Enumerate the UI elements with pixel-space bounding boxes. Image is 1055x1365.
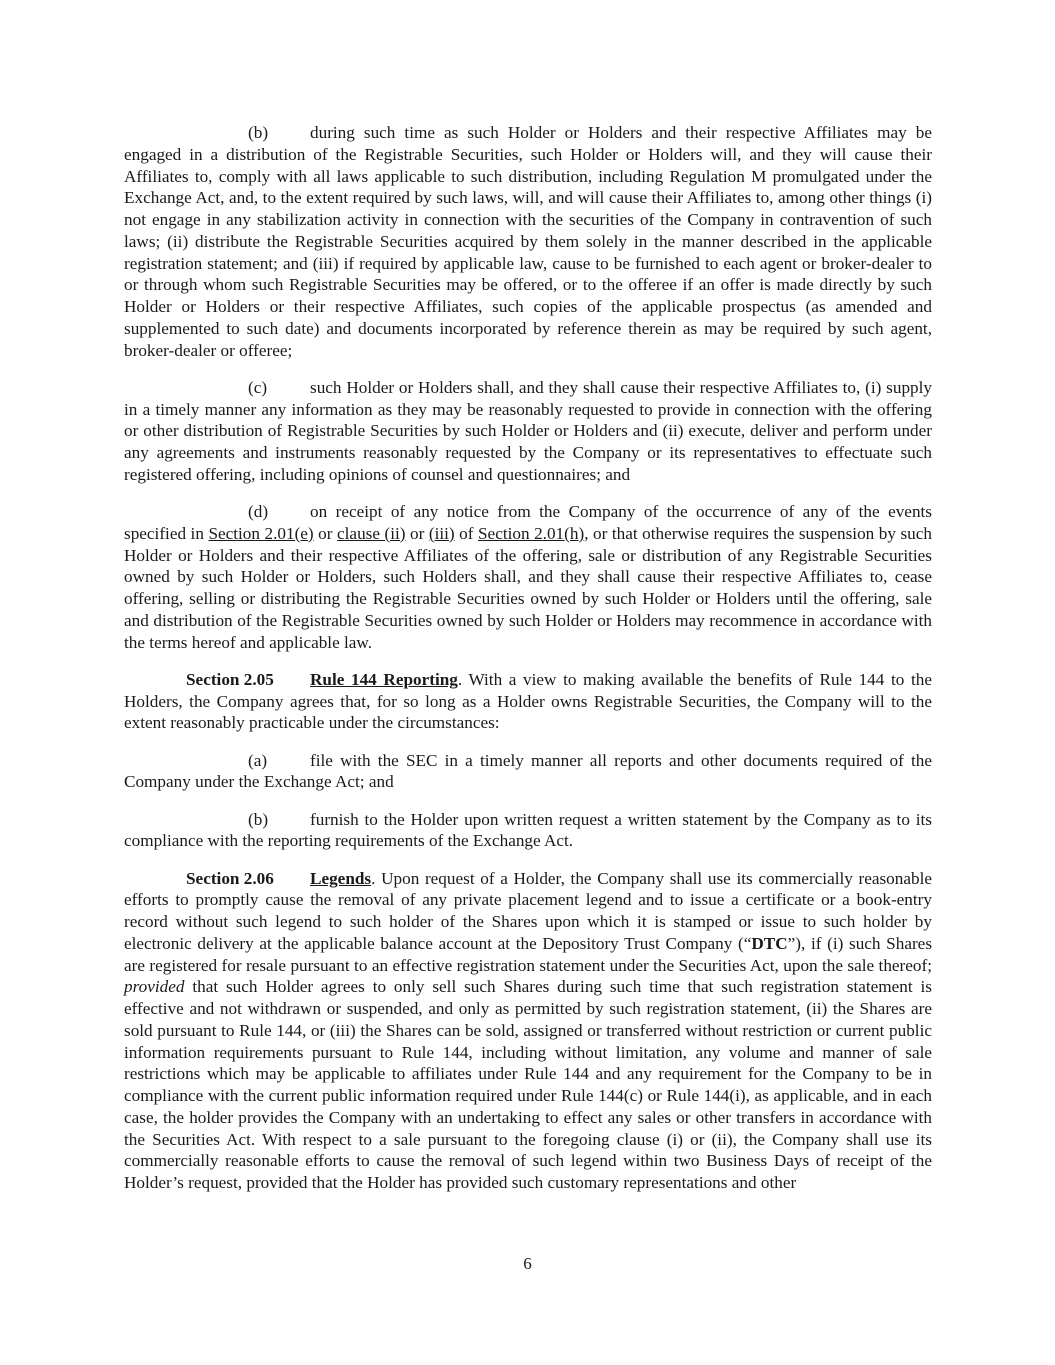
paragraph-label: (a) [248, 750, 268, 770]
paragraph-text: furnish to the Holder upon written request a written statement by the Company as to its compliance with the reporting requirements of the Exchange Act. [124, 809, 932, 851]
section-title: Legends [310, 868, 372, 888]
section-text: . Upon request of a Holder, the Company shall use its commercially reasonable efforts to promptly cause the removal of any private placement legend and to issue a certificate or a book-entry record without such legend to such holder of the Shares upon which it is stamped or issue to such holder by electronic delivery at the applicable balance account at the Depository Trust Company (“ [124, 868, 932, 953]
paragraph-label: (b) [248, 123, 269, 142]
paragraph-text: file with the SEC in a timely manner all reports and other documents required of the Company under the Exchange Act; and [124, 750, 932, 792]
cross-reference-section-2-01-e: Section 2.01(e) [208, 523, 314, 543]
cross-reference-clause-ii: clause (ii) [337, 523, 406, 543]
section-number: Section 2.06 [186, 868, 274, 888]
cross-reference-section-2-01-h: Section 2.01(h) [478, 523, 585, 543]
paragraph-text: such Holder or Holders shall, and they shall cause their respective Affiliates to, (i) supply in a timely manner any information as they may be reasonably requested to provide in connection with the offering or other distribution of Registrable Securities by such Holder or Holders and (ii) execute, deliver and perform under any agreements and instruments reasonably requested by the Company or its representatives to effectuate such registered offering, including opinions of counsel and questionnaires; and [124, 377, 932, 484]
defined-term-dtc: DTC [751, 933, 788, 953]
section-text: ”), if (i) such Shares are registered for resale pursuant to an effective registration statement under the Securities Act, upon the sale thereof; [124, 933, 933, 975]
section-2-05 [124, 669, 932, 734]
section-text: . With a view to making available the benefits of Rule 144 to the Holders, the Company agrees that, for so long as a Holder owns Registrable Securities, the Company will to the extent reasonably practicable under the circumstances: [124, 669, 932, 733]
paragraph-text: or [405, 523, 429, 543]
paragraph-label: (d) [248, 502, 269, 521]
paragraph-text: on receipt of any notice from the Company of the occurrence of any of the events specified in [124, 502, 932, 543]
section-title: Rule 144 Reporting [310, 669, 458, 689]
section-number: Section 2.05 [186, 669, 274, 689]
section-2-06 [124, 868, 932, 1194]
section-text: that such Holder agrees to only sell such Shares during such time that such registration statement is effective and not withdrawn or suspended, and only as permitted by such registration statement, (ii) the Shares are sold pursuant to Rule 144, or (iii) the Shares can be sold, assigned or transferred without restriction or current public information requirements pursuant to Rule 144, including without limitation, any volume and manner of sale restrictions which may be applicable to affiliates under Rule 144 and any requirement for the Company to be in compliance with the current public information required under Rule 144(c) or Rule 144(i), as applicable, and in each case, the holder provides the Company with an undertaking to effect any sales or other transfers in accordance with the Securities Act. With respect to a sale pursuant to the foregoing clause (i) or (ii), the Company shall use its commercially reasonable efforts to cause the removal of such legend within two Business Days of receipt of the Holder’s request, provided that the Holder has provided such customary representations and other [124, 977, 932, 1192]
paragraph-text: of [454, 523, 478, 543]
italic-provided: provided [124, 977, 185, 997]
document-page [124, 122, 932, 1209]
paragraph-b-distribution [124, 122, 932, 361]
page-number: 6 [523, 1254, 532, 1273]
cross-reference-iii: (iii) [428, 523, 455, 543]
paragraph-c-information [124, 377, 932, 486]
paragraph-text: during such time as such Holder or Holders and their respective Affiliates may be engaged in a distribution of the Registrable Securities, such Holder or Holders will, and they will cause their Affiliates to, comply with all laws applicable to such distribution, including Regulation M promulgated under the Exchange Act, and, to the extent required by such laws, will, and will cause their Affiliates to, among other things (i) not engage in any stabilization activity in connection with the securities of the Company in contravention of such laws; (ii) distribute the Registrable Securities acquired by them solely in the manner described in the applicable registration statement; and (iii) if required by applicable law, cause to be furnished to each agent or broker-dealer to or through whom such Registrable Securities may be offered, or to the offeree if an offer is made directly by such Holder or Holders or their respective Affiliates, such copies of the applicable prospectus (as amended and supplemented to such date) and documents incorporated by reference therein as may be required by such agent, broker-dealer or offeree; [124, 123, 932, 360]
paragraph-label: (c) [248, 377, 268, 397]
paragraph-a-file-reports [124, 750, 932, 794]
paragraph-text: or [313, 523, 338, 543]
paragraph-text: , or that otherwise requires the suspension by such Holder or Holders and their respective Affiliates of the offering, sale or distribution of any Registrable Securities owned by such Holder or Holders, such Holders shall, and they shall cause their respective Affiliates to, cease offering, selling or distributing the Registrable Securities owned by such Holder or Holders until the offering, sale and distribution of the Registrable Securities owned by such Holder or Holders may recommence in accordance with the terms hereof and applicable law. [124, 523, 932, 652]
paragraph-label: (b) [248, 809, 269, 829]
paragraph-b-statement [124, 809, 932, 853]
paragraph-d-suspension [124, 501, 932, 653]
